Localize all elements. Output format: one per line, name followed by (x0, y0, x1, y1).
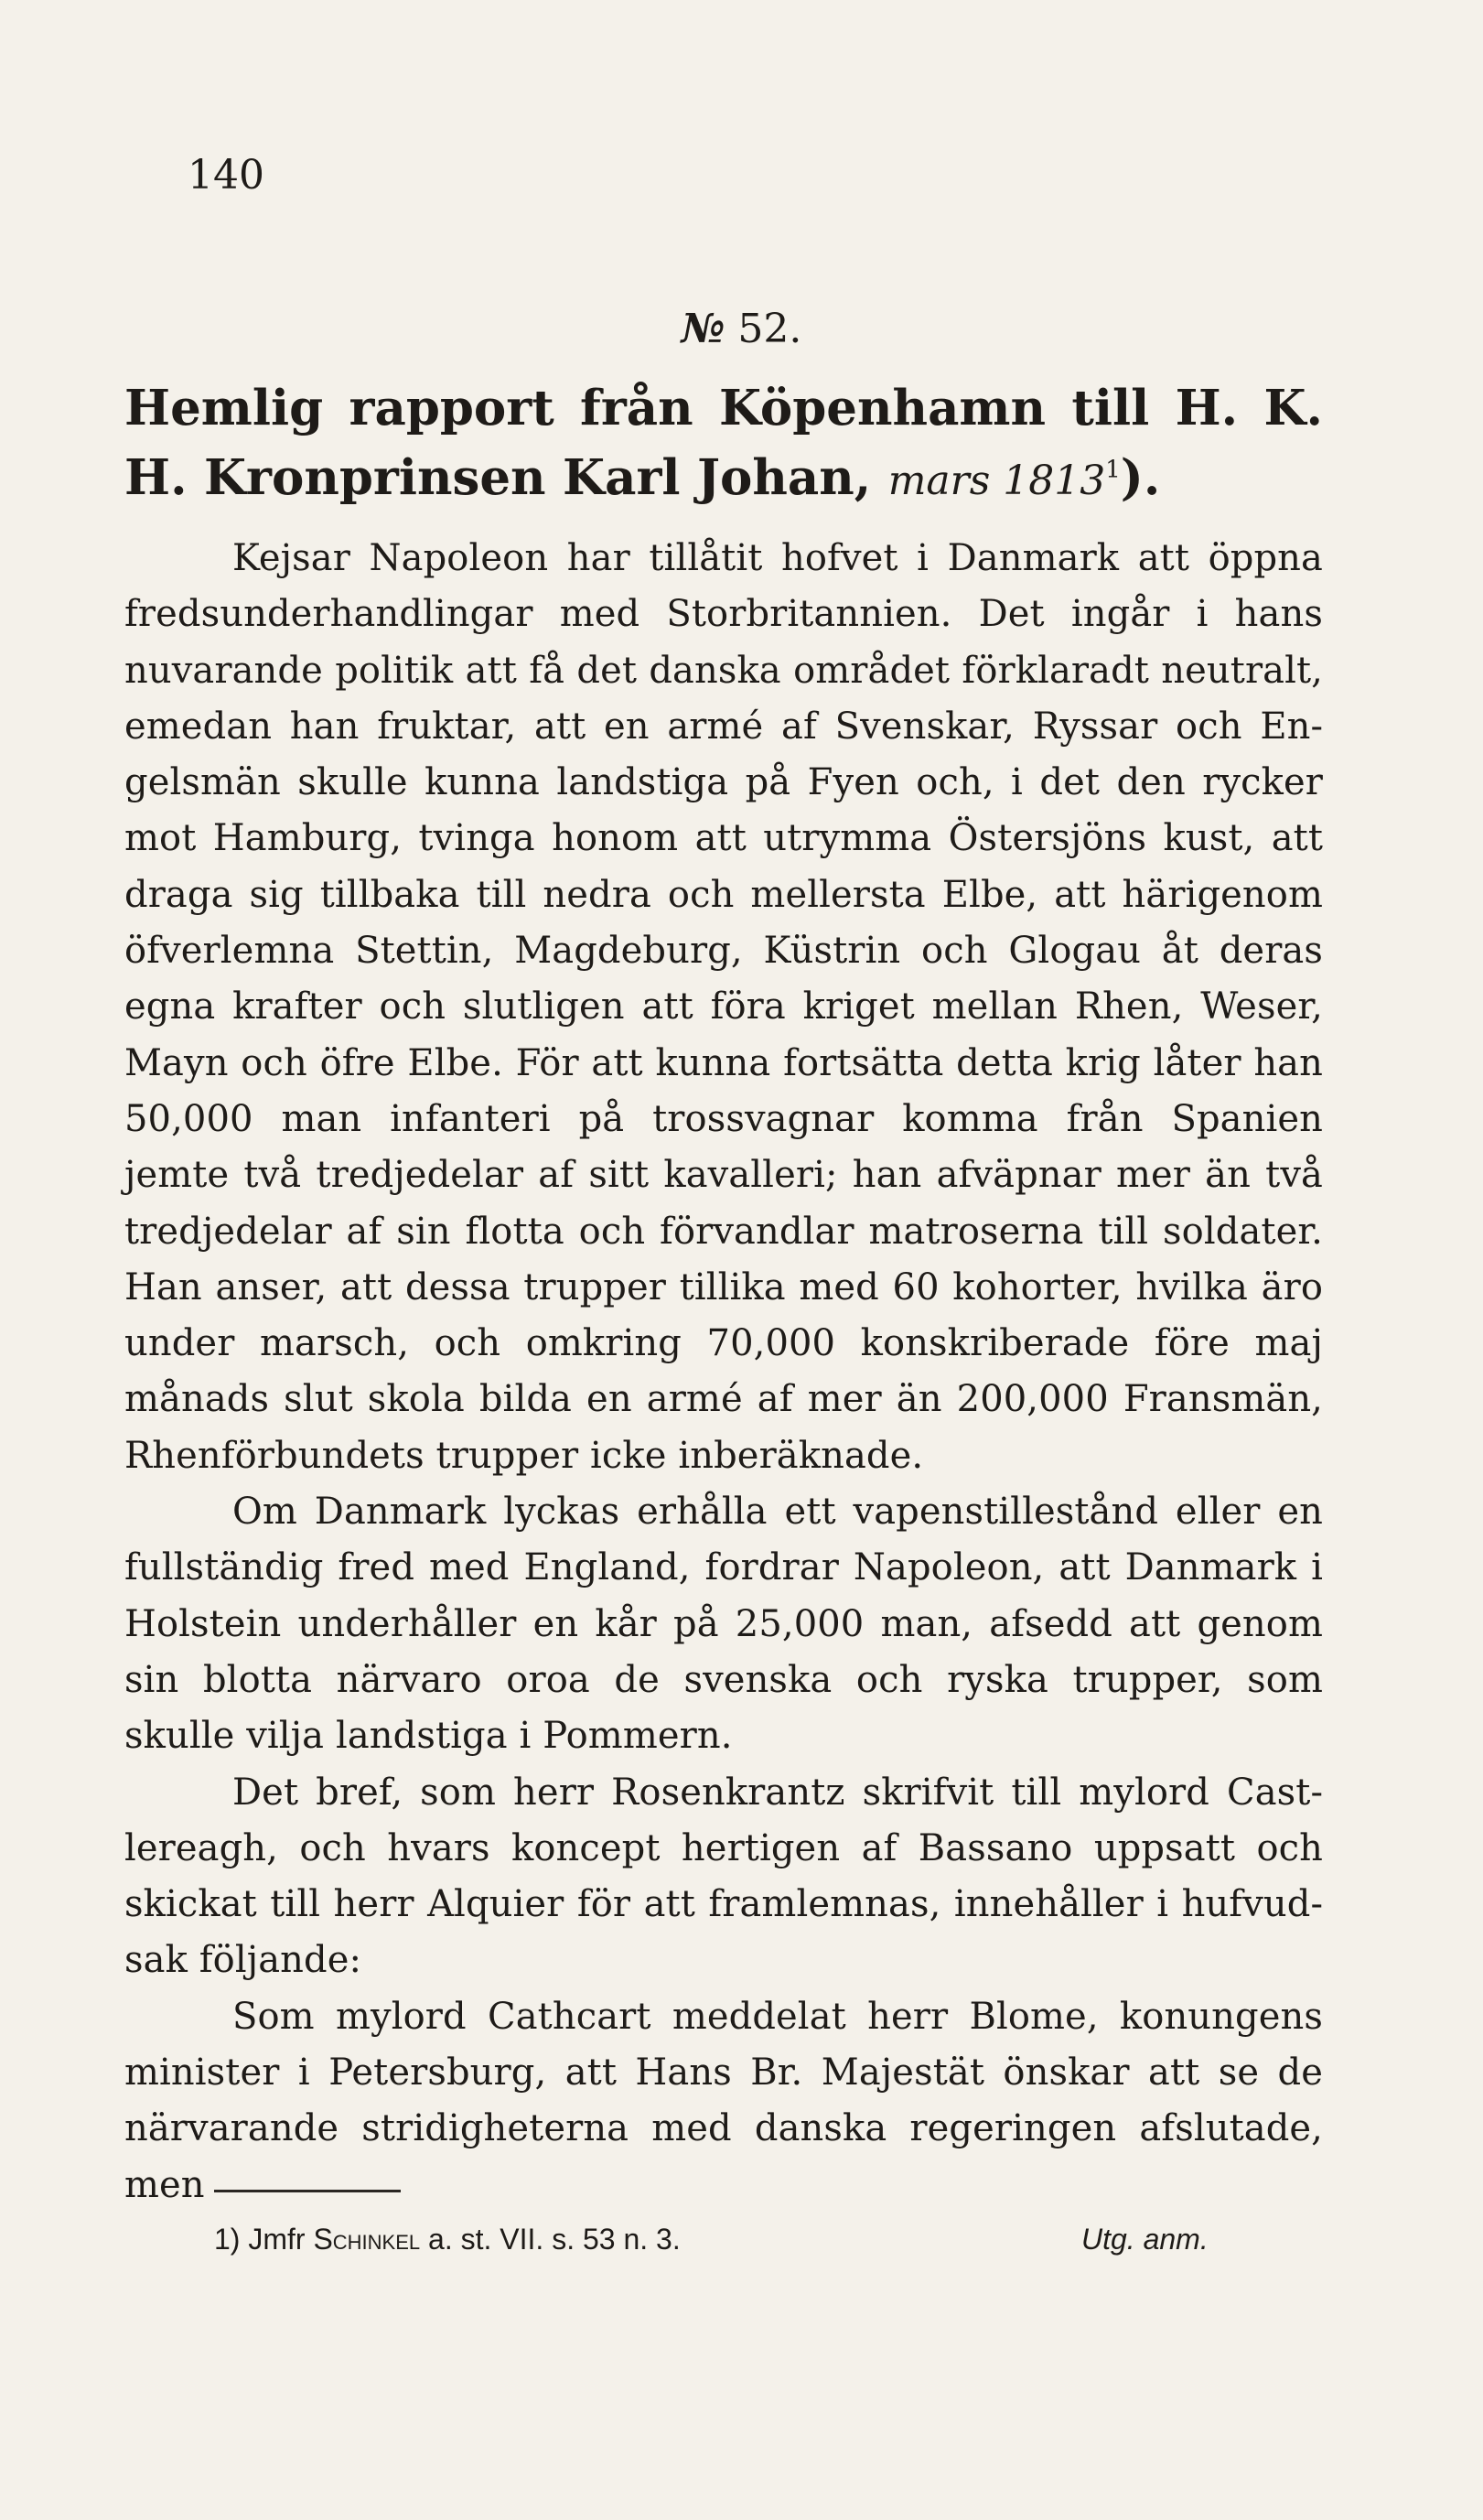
footnote-reference: 1 (1105, 456, 1121, 484)
document-number (0, 306, 1483, 352)
paragraph: Som mylord Cathcart meddelat herr Blome, konungens minister i Petersburg, att Hans Br. Majestät önskar att se de närvarande stridigheterna med danska regeringen afslutade, men (124, 1995, 1323, 2206)
document-heading (124, 373, 1323, 516)
paragraph: Om Danmark lyckas erhålla ett vapenstillestånd eller en fullständig fred med England, fordrar Napoleon, att Danmark i Holstein underhåller en kår på 25,000 man, afsedd att genom sin blotta närvaro oroa de svenska och ryska trupper, som skulle vilja landstiga i Pommern. (124, 1491, 1323, 1758)
heading-closing: ). (1120, 449, 1161, 506)
footnote (214, 2219, 1266, 2259)
document-number-sign: № (681, 306, 725, 352)
footnote-divider (214, 2190, 401, 2192)
heading-title: Hemlig rapport från Köpenhamn till H. K. H. Kronprinsen Karl Johan, (124, 380, 1323, 506)
footnote-text-after: a. st. VII. s. 53 n. 3. (428, 2223, 681, 2256)
footnote-marker: 1) (214, 2223, 241, 2256)
page-number: 140 (188, 152, 264, 199)
paragraph: Kejsar Napoleon har tillåtit hofvet i Danmark att öppna fredsunderhandlingar med Storbritannien. Det ingår i hans nuvarande politik att få det danska området förklaradt neutralt, emedan han fruktar, att en armé af Svenskar, Ryssar och Engelsmän skulle kunna landstiga på Fyen och, i det den rycker mot Hamburg, tvinga honom att utrymma Östersjöns kust, att draga sig tillbaka till nedra och mellersta Elbe, att härigenom öfverlemna Stettin, Magdeburg, Küstrin och Glogau åt deras egna krafter och slutligen att föra kriget mellan Rhen, Weser, Mayn och öfre Elbe. För att kunna fortsätta detta krig låter han 50,000 man infanteri på trossvagnar komma från Spanien jemte två tredjedelar af sitt kavalleri; han afväpnar mer än två tredjedelar af sin flotta och förvandlar matroserna till soldater. Han anser, att dessa trupper tillika med 60 kohorter, hvilka äro under marsch, och omkring 70,000 konskriberade före maj månads slut skola bilda en armé af mer än 200,000 Fransmän, Rhenförbundets trupper icke inberäknade. (124, 537, 1323, 1477)
heading-date: mars 1813 (887, 458, 1106, 504)
document-number-value: 52. (737, 306, 802, 352)
footnote-author: Schinkel (313, 2223, 421, 2256)
footnote-editor-note: Utg. anm. (1081, 2223, 1209, 2256)
footnote-text-before: Jmfr (248, 2223, 306, 2256)
body-text (124, 531, 1323, 2213)
paragraph: Det bref, som herr Rosenkrantz skrifvit till mylord Castlereagh, och hvars koncept hertigen af Bassano uppsatt och skickat till herr Alquier för att framlemnas, innehåller i hufvudsak följande: (124, 1771, 1323, 1982)
